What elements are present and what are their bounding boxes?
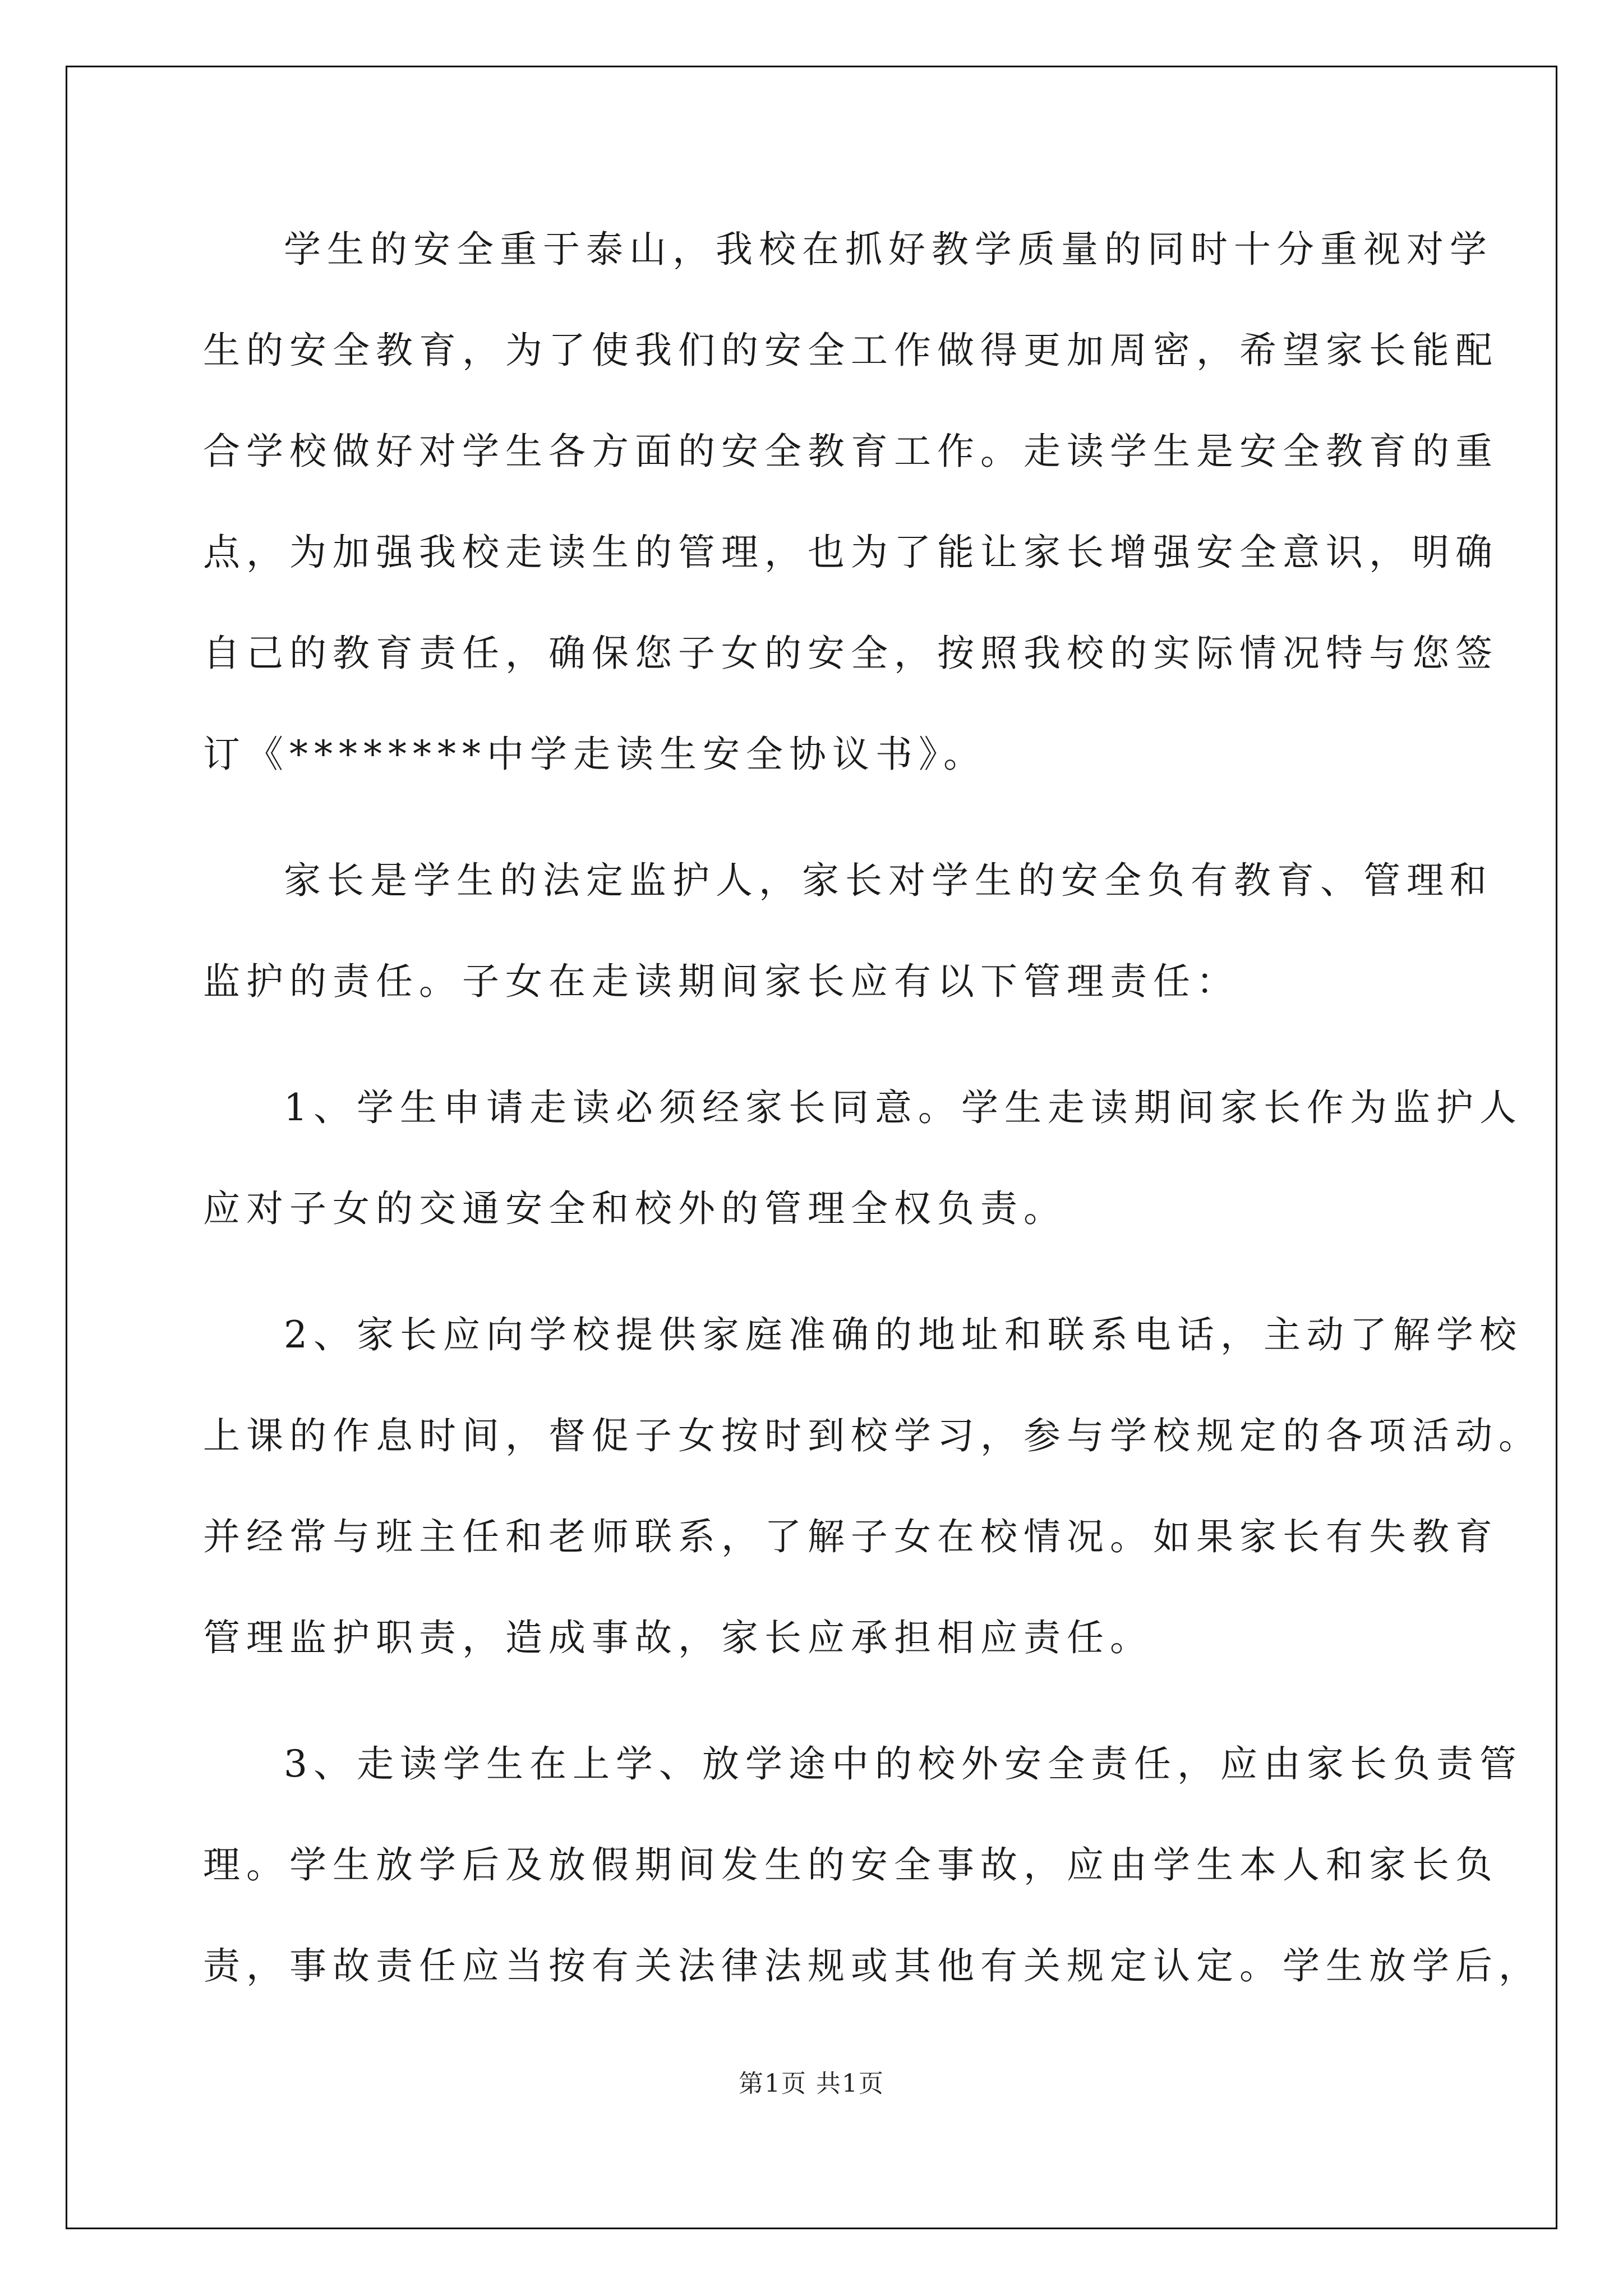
page-border	[66, 66, 1557, 2229]
paragraph-2-line-2: 监护的责任。子女在走读期间家长应有以下管理责任：	[203, 960, 1239, 1003]
item-2-line-4: 管理监护职责，造成事故，家长应承担相应责任。	[203, 1616, 1153, 1659]
paragraph-2-line-1: 家长是学生的法定监护人，家长对学生的安全负有教育、管理和	[284, 859, 1493, 902]
item-3-line-2: 理。学生放学后及放假期间发生的安全事故，应由学生本人和家长负	[203, 1843, 1498, 1887]
item-3-line-1: 3、走读学生在上学、放学途中的校外安全责任，应由家长负责管	[284, 1742, 1523, 1786]
page-number-footer: 第1页 共1页	[739, 2069, 884, 2098]
paragraph-1-line-5: 自己的教育责任，确保您子女的安全，按照我校的实际情况特与您签	[203, 632, 1498, 675]
item-1-line-1: 1、学生申请走读必须经家长同意。学生走读期间家长作为监护人	[284, 1086, 1523, 1129]
paragraph-1-line-4: 点，为加强我校走读生的管理，也为了能让家长增强安全意识，明确	[203, 531, 1498, 574]
item-1-line-2: 应对子女的交通安全和校外的管理全权负责。	[203, 1187, 1067, 1230]
paragraph-1-line-2: 生的安全教育，为了使我们的安全工作做得更加周密，希望家长能配	[203, 329, 1498, 372]
item-2-line-1: 2、家长应向学校提供家庭准确的地址和联系电话，主动了解学校	[284, 1313, 1523, 1356]
item-2-line-2: 上课的作息时间，督促子女按时到校学习，参与学校规定的各项活动。	[203, 1414, 1542, 1457]
paragraph-1-line-3: 合学校做好对学生各方面的安全教育工作。走读学生是安全教育的重	[203, 430, 1498, 473]
item-3-line-3: 责，事故责任应当按有关法律法规或其他有关规定认定。学生放学后，	[203, 1944, 1542, 1987]
paragraph-1-line-6: 订《********中学走读生安全协议书》。	[203, 733, 986, 776]
item-2-line-3: 并经常与班主任和老师联系，了解子女在校情况。如果家长有失教育	[203, 1515, 1498, 1558]
paragraph-1-line-1: 学生的安全重于泰山，我校在抓好教学质量的同时十分重视对学	[284, 228, 1493, 271]
